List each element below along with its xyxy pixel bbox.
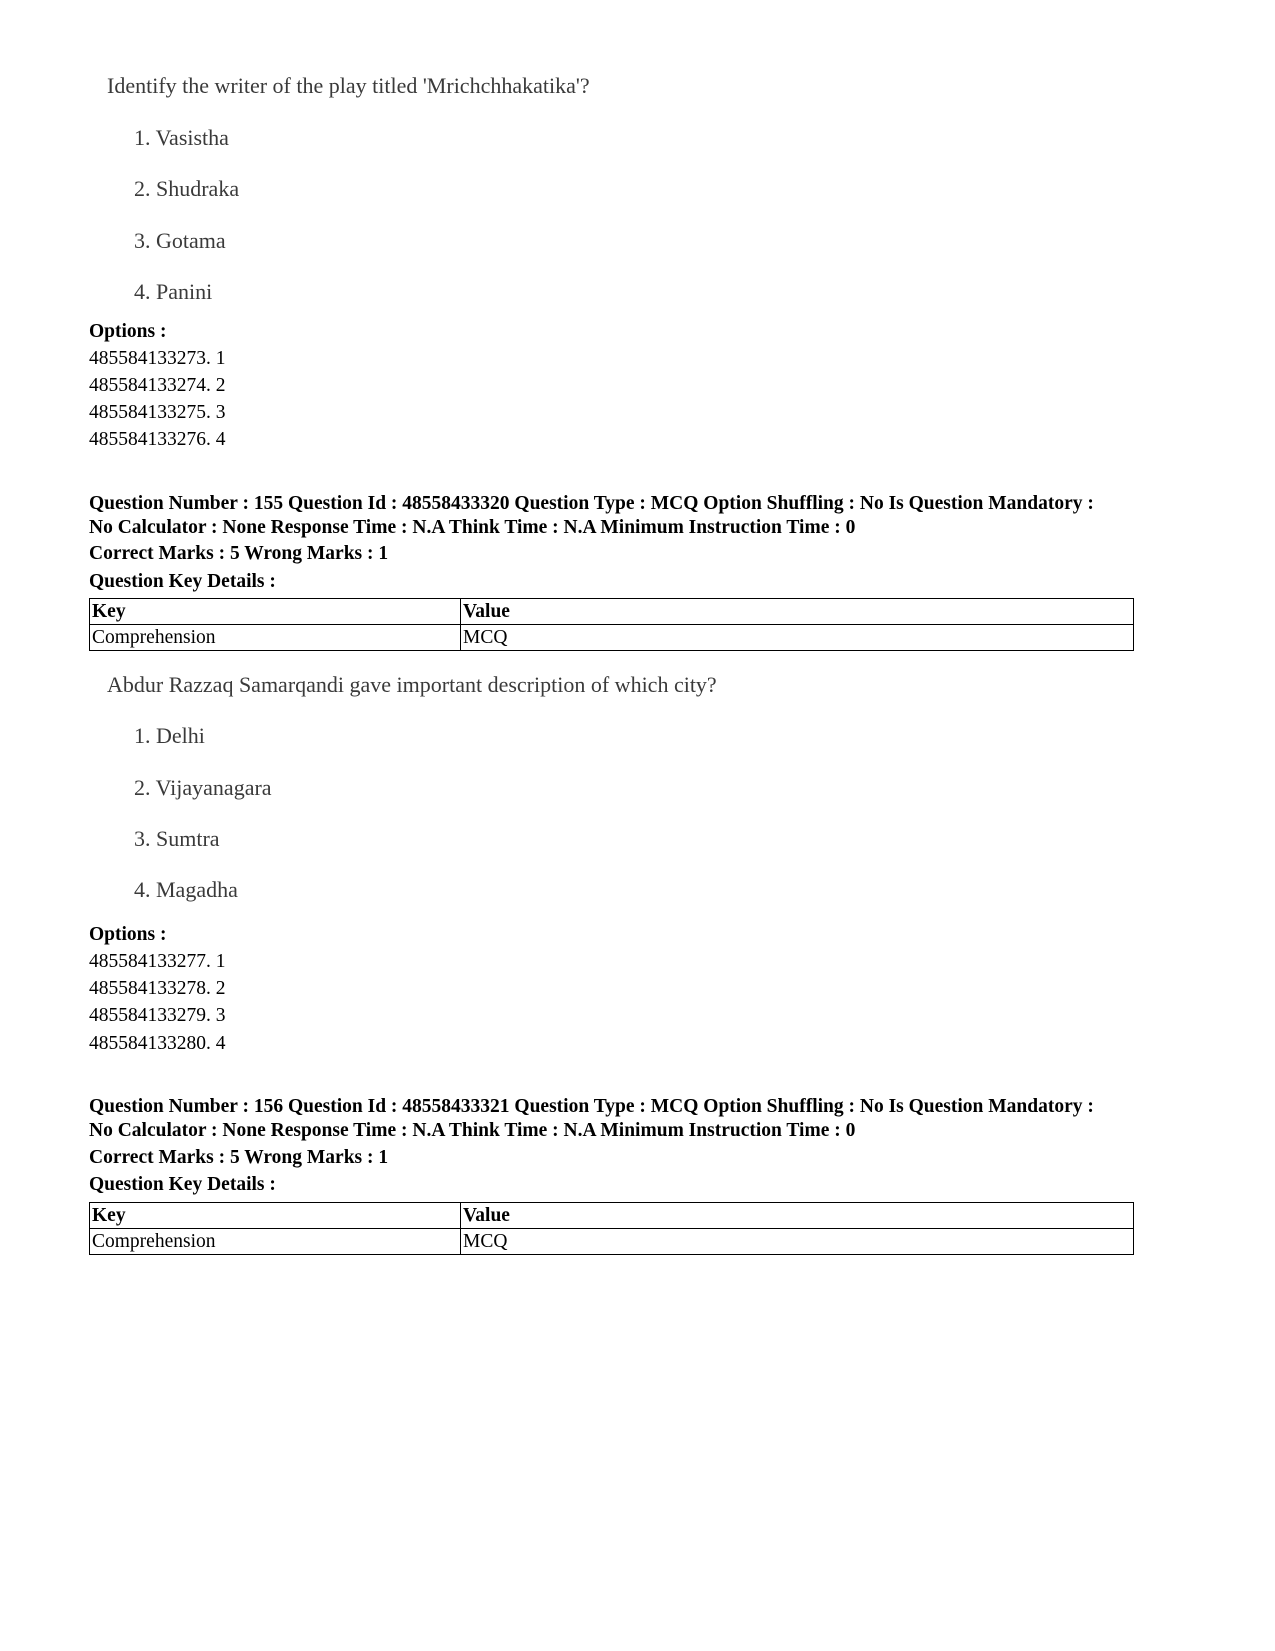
option-id-line: 485584133273. 1 [89, 348, 226, 369]
answer-choice: 3. Sumtra [134, 826, 220, 851]
answer-choice: 2. Shudraka [134, 176, 240, 201]
option-id-line: 485584133275. 3 [89, 402, 226, 423]
key-details-label: Question Key Details : [89, 571, 276, 592]
question-meta-line: Question Number : 156 Question Id : 48558433321 Question Type : MCQ Option Shuffling : No Is Question Mandatory : [89, 1096, 1094, 1117]
option-id-line: 485584133278. 2 [89, 978, 226, 999]
key-details-label: Question Key Details : [89, 1174, 276, 1195]
table-header-key: Key [90, 599, 461, 625]
table-header-row [90, 1203, 1134, 1229]
table-header-value: Value [461, 599, 1134, 625]
answer-choice: 1. Vasistha [134, 125, 229, 150]
options-label: Options : [89, 321, 167, 342]
question-meta-line: Question Number : 155 Question Id : 48558433320 Question Type : MCQ Option Shuffling : No Is Question Mandatory : [89, 493, 1094, 514]
key-details-table [89, 1202, 1134, 1255]
question-meta-line: No Calculator : None Response Time : N.A Think Time : N.A Minimum Instruction Time : 0 [89, 517, 856, 538]
answer-choice: 1. Delhi [134, 723, 205, 748]
option-id-line: 485584133280. 4 [89, 1033, 226, 1054]
table-cell-value: MCQ [461, 625, 1134, 651]
option-id-line: 485584133279. 3 [89, 1005, 226, 1026]
question-meta-line: No Calculator : None Response Time : N.A Think Time : N.A Minimum Instruction Time : 0 [89, 1120, 856, 1141]
marks-line: Correct Marks : 5 Wrong Marks : 1 [89, 543, 389, 564]
question-text: Abdur Razzaq Samarqandi gave important description of which city? [107, 672, 717, 697]
option-id-line: 485584133276. 4 [89, 429, 226, 450]
question-text: Identify the writer of the play titled 'Mrichchhakatika'? [107, 73, 590, 98]
table-row [90, 625, 1134, 651]
marks-line: Correct Marks : 5 Wrong Marks : 1 [89, 1147, 389, 1168]
table-cell-key: Comprehension [90, 1229, 461, 1255]
options-label: Options : [89, 924, 167, 945]
option-id-line: 485584133277. 1 [89, 951, 226, 972]
table-cell-value: MCQ [461, 1229, 1134, 1255]
table-row [90, 1229, 1134, 1255]
answer-choice: 3. Gotama [134, 228, 226, 253]
table-header-key: Key [90, 1203, 461, 1229]
table-header-value: Value [461, 1203, 1134, 1229]
answer-choice: 4. Magadha [134, 877, 238, 902]
answer-choice: 4. Panini [134, 279, 213, 304]
answer-choice: 2. Vijayanagara [134, 775, 272, 800]
table-header-row [90, 599, 1134, 625]
key-details-table [89, 598, 1134, 651]
option-id-line: 485584133274. 2 [89, 375, 226, 396]
table-cell-key: Comprehension [90, 625, 461, 651]
